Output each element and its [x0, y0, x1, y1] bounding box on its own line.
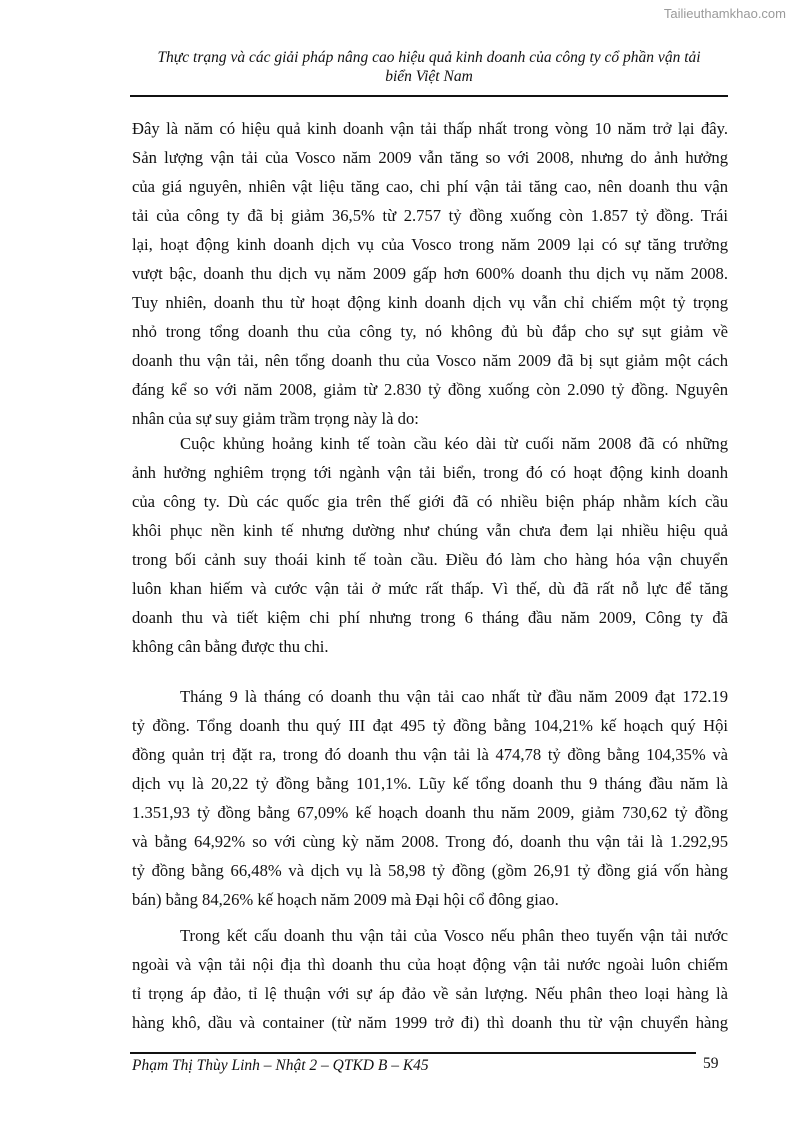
watermark: Tailieuthamkhao.com [663, 6, 786, 21]
paragraph [132, 682, 728, 914]
header-title-line-2: biển Việt Nam [385, 68, 473, 85]
text-line: Tháng 9 là tháng có doanh thu vận tải cao nhất từ đầu năm 2009 đạt 172.19 [180, 687, 728, 706]
header-title-line-1: Thực trạng và các giải pháp nâng cao hiệu quả kinh doanh của công ty cổ phần vận tải [157, 49, 701, 66]
footer-divider [130, 1052, 696, 1054]
text-line: đáng kể so với năm 2008, giảm từ 2.830 tỷ đồng xuống còn 2.090 tỷ đồng. Nguyên [132, 380, 728, 399]
text-line: Cuộc khủng hoảng kinh tế toàn cầu kéo dài từ cuối năm 2008 đã có những [180, 434, 728, 453]
text-line: hàng khô, dầu và container (từ năm 1999 trở đi) thì doanh thu từ vận chuyển hàng [132, 1013, 728, 1032]
text-line: 1.351,93 tỷ đồng bằng 67,09% kế hoạch doanh thu năm 2009, giảm 730,62 tỷ đồng [132, 803, 728, 822]
text-line: nhỏ trong tổng doanh thu của công ty, nó không đủ bù đắp cho sự sụt giảm về [132, 322, 728, 341]
text-line: đồng quản trị đặt ra, trong đó doanh thu vận tải là 474,78 tỷ đồng bằng 104,35% và [132, 745, 728, 764]
paragraph [132, 429, 728, 661]
paragraph [132, 921, 728, 1037]
text-line: Trong kết cấu doanh thu vận tải của Vosco nếu phân theo tuyến vận tải nước [180, 926, 728, 945]
text-line: ảnh hưởng nghiêm trọng tới ngành vận tải biển, trong đó có hoạt động kinh doanh [132, 463, 728, 482]
text-line: tải của công ty đã bị giảm 36,5% từ 2.757 tỷ đồng xuống còn 1.857 tỷ đồng. Trái [132, 206, 728, 225]
page-number: 59 [703, 1055, 719, 1072]
text-line: không cân bằng được thu chi. [132, 637, 329, 656]
text-line: Đây là năm có hiệu quả kinh doanh vận tải thấp nhất trong vòng 10 năm trở lại đây. [132, 119, 728, 138]
text-line: của công ty. Dù các quốc gia trên thế giới đã có nhiều biện pháp nhằm kích cầu [132, 492, 728, 511]
text-line: lại, hoạt động kinh doanh dịch vụ của Vosco trong năm 2009 lại có sự tăng trưởng [132, 235, 728, 254]
text-line: doanh thu vận tải, nên tổng doanh thu của Vosco năm 2009 đã bị sụt giảm một cách [132, 351, 728, 370]
text-line: ngoài và vận tải nội địa thì doanh thu của hoạt động vận tải nước ngoài luôn chiếm [132, 955, 728, 974]
text-line: khôi phục nền kinh tế nhưng dường như chúng vẫn chưa đem lại nhiều hiệu quả [132, 521, 728, 540]
header-divider [130, 95, 728, 97]
text-line: tỷ đồng. Tổng doanh thu quý III đạt 495 tỷ đồng bằng 104,21% kế hoạch quý Hội [132, 716, 728, 735]
text-line: doanh thu và tiết kiệm chi phí nhưng trong 6 tháng đầu năm 2009, Công ty đã [132, 608, 728, 627]
paragraph [132, 114, 728, 433]
text-line: và bằng 64,92% so với cùng kỳ năm 2008. Trong đó, doanh thu vận tải là 1.292,95 [132, 832, 728, 851]
text-line: dịch vụ là 20,22 tỷ đồng bằng 101,1%. Lũy kế tổng doanh thu 9 tháng đầu năm là [132, 774, 728, 793]
text-line: vượt bậc, doanh thu dịch vụ năm 2009 gấp hơn 600% doanh thu dịch vụ năm 2008. [132, 264, 728, 283]
text-line: luôn khan hiếm và cước vận tải ở mức rất thấp. Vì thế, dù đã rất nỗ lực để tăng [132, 579, 728, 598]
footer-author: Phạm Thị Thùy Linh – Nhật 2 – QTKD B – K45 [132, 1057, 429, 1074]
page-header [130, 48, 728, 86]
document-body [132, 114, 728, 1037]
text-line: tỉ trọng áp đảo, tỉ lệ thuận với sự áp đảo về sản lượng. Nếu phân theo loại hàng là [132, 984, 728, 1003]
text-line: trong bối cảnh suy thoái kinh tế toàn cầu. Điều đó làm cho hàng hóa vận chuyển [132, 550, 728, 569]
text-line: nhân của sự suy giảm trầm trọng này là do: [132, 409, 419, 428]
text-line: bán) bằng 84,26% kế hoạch năm 2009 mà Đại hội cổ đông giao. [132, 890, 559, 909]
text-line: tỷ đồng bằng 66,48% và dịch vụ là 58,98 tỷ đồng (gồm 26,91 tỷ đồng giá vốn hàng [132, 861, 728, 880]
text-line: của giá nguyên, nhiên vật liệu tăng cao, chi phí vận tải tăng cao, nên doanh thu vận [132, 177, 728, 196]
text-line: Tuy nhiên, doanh thu từ hoạt động kinh doanh dịch vụ vẫn chỉ chiếm một tỷ trọng [132, 293, 728, 312]
text-line: Sản lượng vận tải của Vosco năm 2009 vẫn tăng so với 2008, nhưng do ảnh hưởng [132, 148, 728, 167]
